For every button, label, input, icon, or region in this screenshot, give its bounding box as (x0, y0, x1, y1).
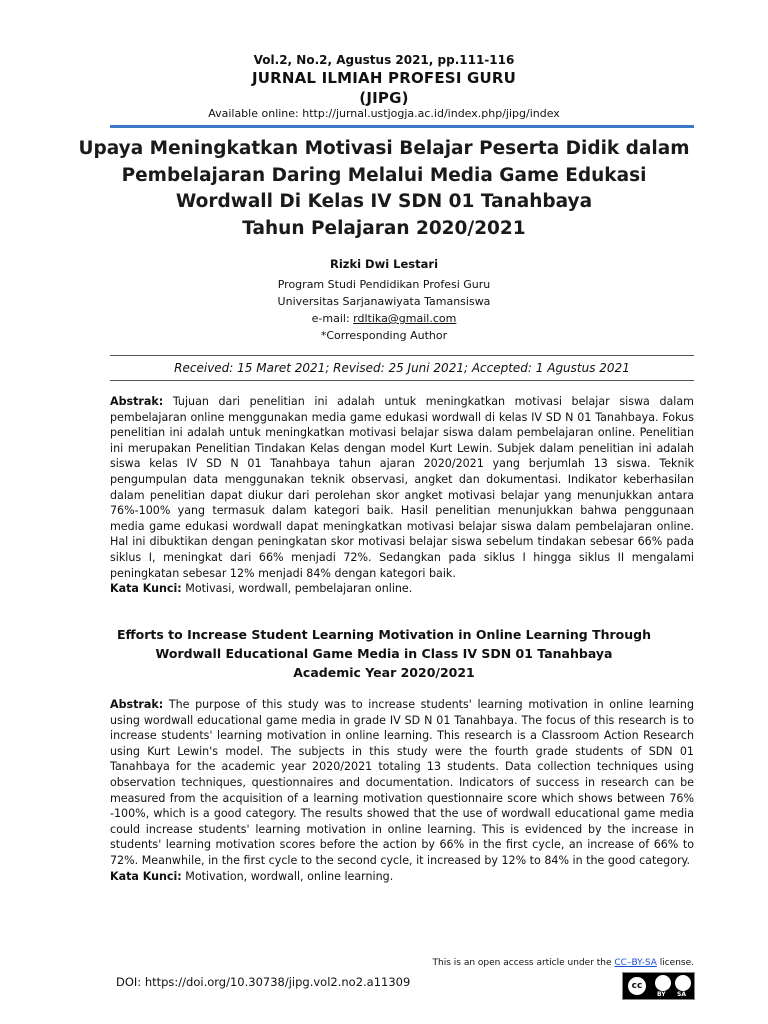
by-icon (655, 975, 671, 991)
english-title (0, 625, 768, 682)
sa-icon (675, 975, 691, 991)
available-online: Available online: http://jurnal.ustjogja.ac.id/index.php/jipg/index (208, 107, 560, 120)
author-affiliation (0, 276, 768, 344)
doi[interactable]: DOI: https://doi.org/10.30738/jipg.vol2.no2.a11309 (116, 975, 411, 989)
english-title-line: Wordwall Educational Game Media in Class IV SDN 01 Tanahbaya (155, 646, 613, 661)
english-title-line: Academic Year 2020/2021 (293, 665, 475, 680)
received-dates: Received: 15 Maret 2021; Revised: 25 Juni 2021; Accepted: 1 Agustus 2021 (110, 355, 694, 381)
license-prefix: This is an open access article under the (432, 958, 615, 968)
email-line (0, 310, 768, 327)
paper-title (0, 136, 768, 242)
license-link[interactable]: CC–BY-SA (614, 958, 657, 968)
cc-by-sa-badge[interactable] (622, 972, 695, 1000)
by-label: BY (657, 991, 666, 998)
author-name: Rizki Dwi Lestari (329, 257, 439, 271)
journal-volume: Vol.2, No.2, Agustus 2021, pp.111-116 (253, 53, 515, 67)
program: Program Studi Pendidikan Profesi Guru (277, 278, 491, 291)
english-title-line: Efforts to Increase Student Learning Motivation in Online Learning Through (116, 627, 652, 642)
abstract-english (110, 697, 694, 884)
keywords: Motivasi, wordwall, pembelajaran online. (181, 582, 413, 596)
keywords: Motivation, wordwall, online learning. (181, 869, 394, 883)
cc-icon: cc (626, 975, 648, 997)
journal-name: JURNAL ILMIAH PROFESI GURU (251, 69, 517, 87)
email-label: e-mail: (311, 312, 354, 325)
abstract-text: Tujuan dari penelitian ini adalah untuk meningkatkan motivasi belajar siswa dalam pembelajaran online menggunakan media game edukasi wordwall di kelas IV SD N 01 Tanahbaya. Fokus penelitian ini adalah untuk meningkatkan motivasi belajar siswa dalam pembelajaran online. Penelitian ini merupakan Penelitian Tindakan Kelas dengan model Kurt Lewin. Subjek dalam penelitian ini adalah siswa kelas IV SD N 01 Tanahbaya tahun ajaran 2020/2021 yang berjumlah 13 siswa. Teknik pengumpulan data menggunakan teknik observasi, angket dan dokumentasi. Indikator keberhasilan dalam penelitian dapat diukur dari perolehan skor angket motivasi belajar yang menunjukkan antara 76%-100% yang termasuk dalam kategori baik. Hasil penelitian menunjukkan bahwa penggunaan media game edukasi wordwall dapat meningkatkan motivasi belajar siswa dalam pembelajaran online. Hal ini dibuktikan dengan peningkatan skor motivasi belajar siswa sebelum tindakan sebesar 66% pada siklus I, meningkat dari 66% menjadi 72%. Sedangkan pada siklus I hingga siklus II mengalami peningkatan sebesar 12% menjadi 84% dengan kategori baik. (110, 395, 694, 580)
journal-abbr: (JIPG) (359, 89, 409, 107)
title-line: Wordwall Di Kelas IV SDN 01 Tanahbaya (175, 191, 593, 212)
header-divider (110, 125, 694, 128)
abstract-label: Abstrak: (110, 698, 164, 711)
abstract-indonesian (110, 394, 694, 597)
university: Universitas Sarjanawiyata Tamansiswa (277, 295, 491, 308)
keywords-label: Kata Kunci: (110, 582, 182, 596)
abstract-label: Abstrak: (110, 395, 164, 408)
corresponding-author: *Corresponding Author (320, 329, 448, 342)
license-note (433, 958, 694, 968)
title-line: Tahun Pelajaran 2020/2021 (242, 217, 526, 239)
title-line: Pembelajaran Daring Melalui Media Game Edukasi (121, 164, 647, 186)
email-link[interactable]: rdltika@gmail.com (353, 312, 457, 325)
keywords-label: Kata Kunci: (110, 869, 182, 883)
sa-label: SA (677, 991, 686, 998)
title-line: Upaya Meningkatkan Motivasi Belajar Peserta Didik dalam (78, 138, 690, 159)
license-suffix: license. (656, 958, 694, 968)
abstract-text: The purpose of this study was to increase students' learning motivation in online learning using wordwall educational game media in grade IV SD N 01 Tanahbaya. The focus of this research is to increase students' learning motivation in online learning. This research is a Classroom Action Research using Kurt Lewin's model. The subjects in this study were the fourth grade students of SDN 01 Tanahbaya for the academic year 2020/2021 totaling 13 students. Data collection techniques using observation techniques, questionnaires and documentation. Indicators of success in research can be measured from the acquisition of a learning motivation questionnaire score which shows between 76% -100%, which is a good category. The results showed that the use of wordwall educational game media could increase students' learning motivation in online learning. This is evidenced by the increase in students' learning motivation scores before the action by 66% in the first cycle, an increase of 66% to 72%. Meanwhile, in the first cycle to the second cycle, it increased by 12% to 84% in the good category. (110, 698, 694, 867)
